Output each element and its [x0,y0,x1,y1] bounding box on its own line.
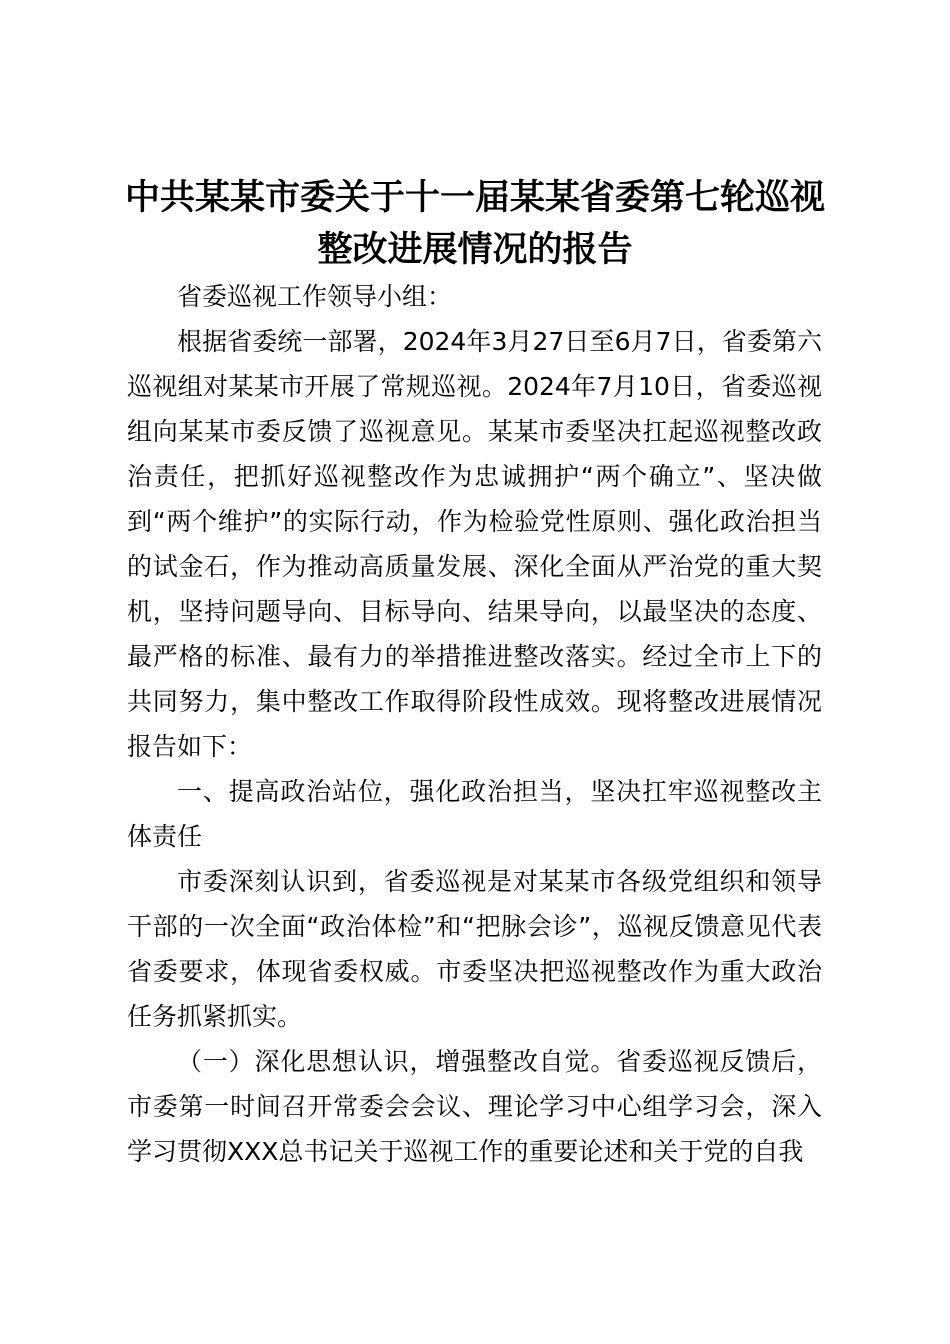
title-line-2: 整改进展情况的报告 [317,230,633,270]
paragraph-section-1: 市委深刻认识到，省委巡视是对某某市各级党组织和领导干部的一次全面“政治体检”和“把脉会诊”，巡视反馈意见代表省委要求，体现省委权威。市委坚决把巡视整改作为重大政治任务抓紧抓实。 [127,867,822,1031]
document-body [127,274,822,1174]
section-heading-1: 一、提高政治站位，强化政治担当，坚决扛牢巡视整改主体责任 [127,777,822,851]
title-line-1: 中共某某市委关于十一届某某省委第七轮巡视 [124,178,825,218]
paragraph-intro: 根据省委统一部署，2024年3月27日至6月7日，省委第六巡视组对某某市开展了常规巡视。2024年7月10日，省委巡视组向某某市委反馈了巡视意见。某某市委坚决扛起巡视整改政治责任，把抓好巡视整改作为忠诚拥护“两个确立”、坚决做到“两个维护”的实际行动，作为检验党性原则、强化政治担当的试金石，作为推动高质量发展、深化全面从严治党的重大契机，坚持问题导向、目标导向、结果导向，以最坚决的态度、最严格的标准、最有力的举措推进整改落实。经过全市上下的共同努力，集中整改工作取得阶段性成效。现将整改进展情况报告如下： [127,327,822,761]
document-title [110,172,840,276]
subsection-1: （一）深化思想认识，增强整改自觉。省委巡视反馈后，市委第一时间召开常委会会议、理论学习中心组学习会，深入学习贯彻XXX总书记关于巡视工作的重要论述和关于党的自我 [127,1047,822,1166]
salutation: 省委巡视工作领导小组： [177,282,453,311]
